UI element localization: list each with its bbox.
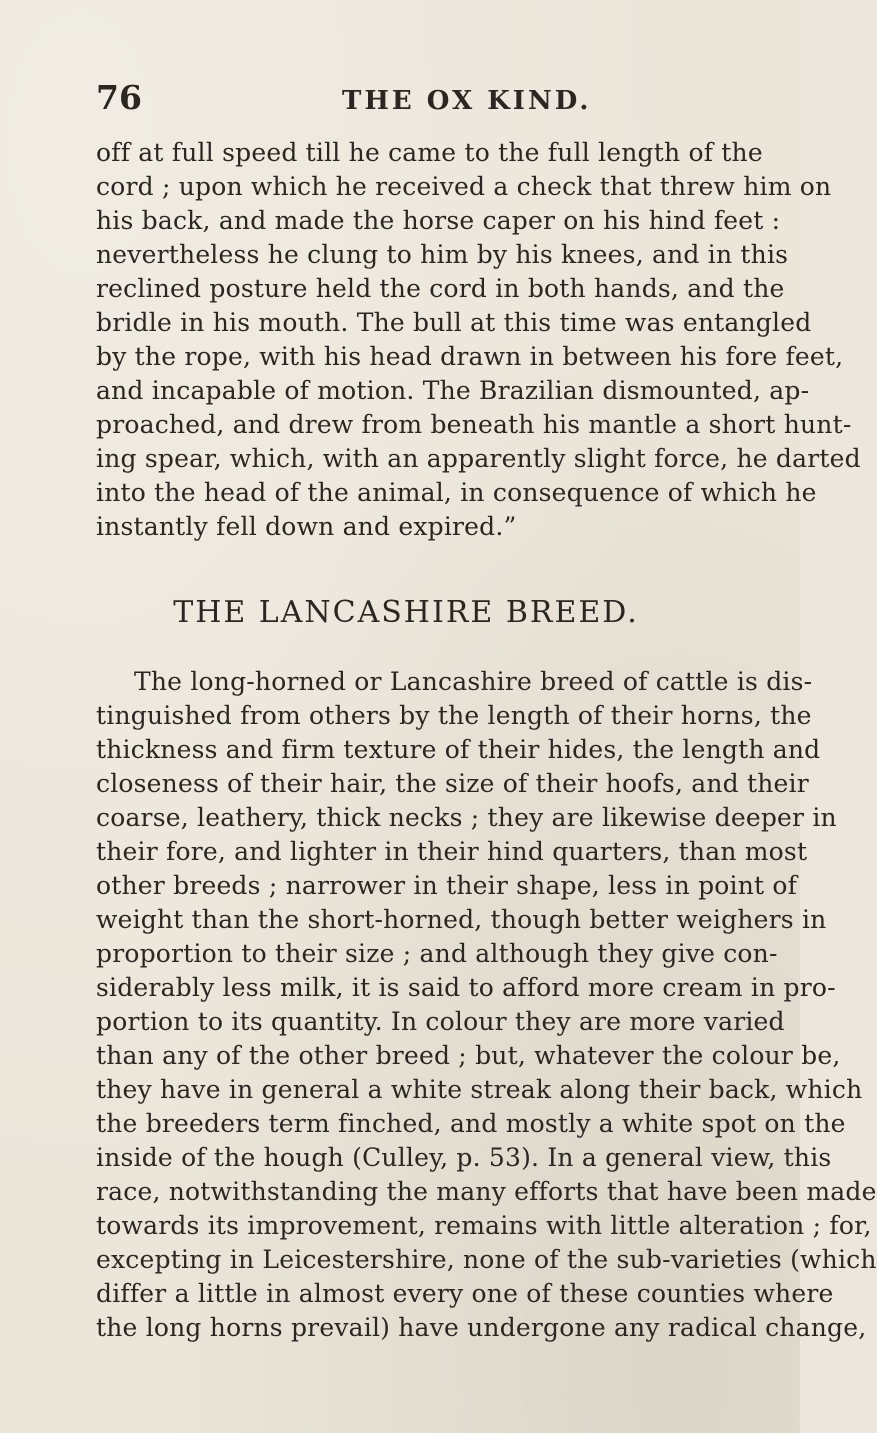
text-line: race, notwithstanding the many efforts that have been made [96, 1177, 877, 1206]
text-line: than any of the other breed ; but, whatever the colour be, [96, 1041, 841, 1070]
text-line: weight than the short-horned, though better weighers in [96, 905, 827, 934]
text-line: towards its improvement, remains with little alteration ; for, [96, 1211, 872, 1240]
text-line: excepting in Leicestershire, none of the sub-varieties (which [96, 1245, 877, 1274]
text-line: siderably less milk, it is said to afford more cream in pro- [96, 973, 836, 1002]
text-line: bridle in his mouth. The bull at this time was entangled [96, 308, 812, 337]
text-line: other breeds ; narrower in their shape, less in point of [96, 871, 798, 900]
text-line: ing spear, which, with an apparently slight force, he darted [96, 444, 861, 473]
paragraph-lancashire-breed [96, 665, 877, 1345]
text-line: into the head of the animal, in consequence of which he [96, 478, 817, 507]
text-line: and incapable of motion. The Brazilian dismounted, ap- [96, 376, 810, 405]
text-line: thickness and firm texture of their hides, the length and [96, 735, 821, 764]
text-line: closeness of their hair, the size of their hoofs, and their [96, 769, 809, 798]
paragraph-continuation [96, 136, 861, 544]
text-line: nevertheless he clung to him by his knees, and in this [96, 240, 789, 269]
text-line: cord ; upon which he received a check that threw him on [96, 172, 832, 201]
text-line: by the rope, with his head drawn in between his fore feet, [96, 342, 844, 371]
text-line: portion to its quantity. In colour they are more varied [96, 1007, 785, 1036]
text-line: inside of the hough (Culley, p. 53). In a general view, this [96, 1143, 832, 1172]
text-line: his back, and made the horse caper on his hind feet : [96, 206, 781, 235]
text-line: instantly fell down and expired.” [96, 512, 517, 541]
running-head [96, 78, 756, 122]
text-line: proportion to their size ; and although they give con- [96, 939, 778, 968]
text-line: The long-horned or Lancashire breed of cattle is dis- [134, 667, 813, 696]
text-line: their fore, and lighter in their hind quarters, than most [96, 837, 808, 866]
text-line: they have in general a white streak along their back, which [96, 1075, 863, 1104]
text-line: tinguished from others by the length of their horns, the [96, 701, 812, 730]
text-line: differ a little in almost every one of these counties where [96, 1279, 834, 1308]
text-line: coarse, leathery, thick necks ; they are likewise deeper in [96, 803, 837, 832]
text-line: the long horns prevail) have undergone any radical change, [96, 1313, 867, 1342]
text-line: proached, and drew from beneath his mantle a short hunt- [96, 410, 852, 439]
text-line: off at full speed till he came to the full length of the [96, 138, 763, 167]
section-heading: THE LANCASHIRE BREED. [173, 595, 639, 630]
running-title: THE OX KIND. [342, 86, 592, 116]
text-line: the breeders term finched, and mostly a white spot on the [96, 1109, 846, 1138]
text-line: reclined posture held the cord in both hands, and the [96, 274, 785, 303]
page-number: 76 [96, 78, 142, 117]
